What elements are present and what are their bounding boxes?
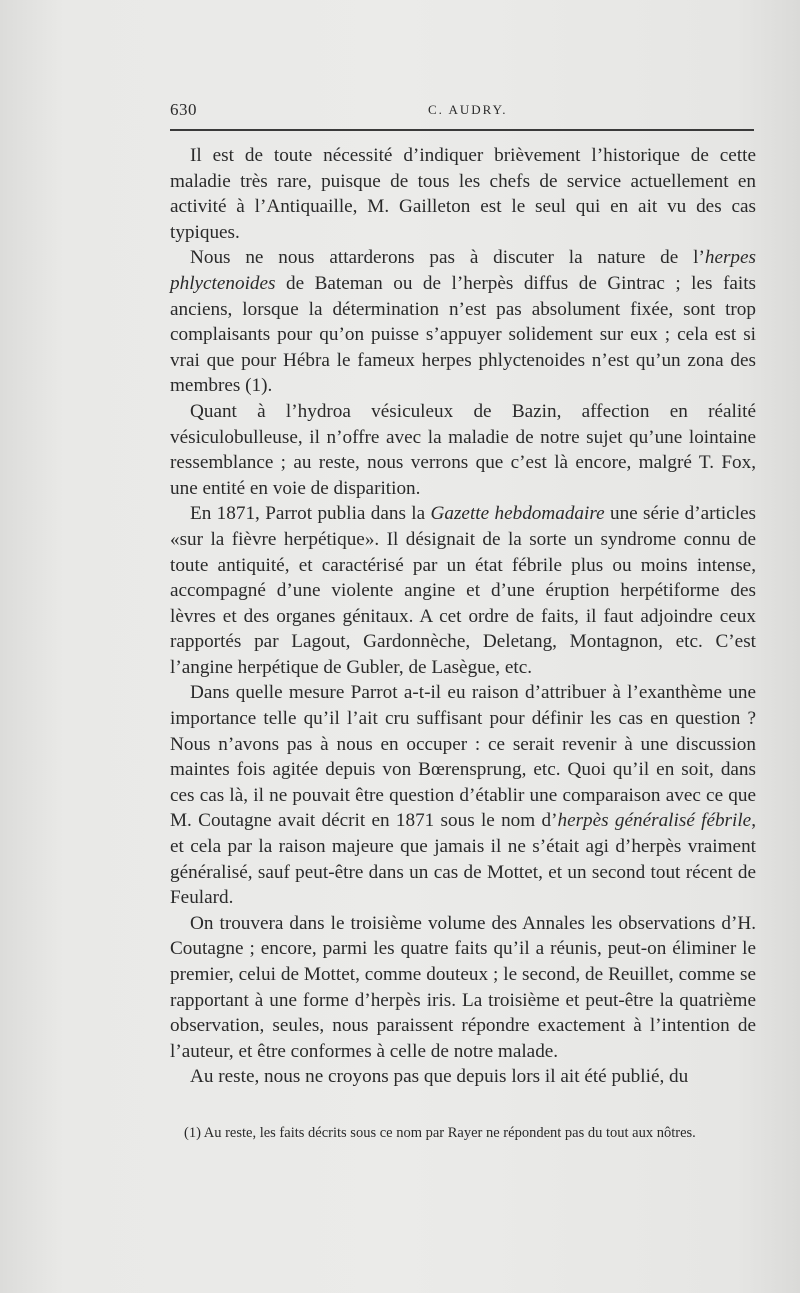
footnote: (1) Au reste, les faits décrits sous ce nom par Rayer ne répondent pas du tout aux nôtres. xyxy=(184,1125,696,1141)
paragraph-parrot xyxy=(170,501,756,680)
paragraph-text: Dans quelle mesure Parrot a-t-il eu raison d’attribuer à l’exanthème une importance telle qu’il l’ait cru suffisant pour définir les cas en question ? Nous n’avons pas à nous en occuper : ce serait revenir à une discussion maintes fois agitée depuis von Bœrensprung, etc. Quoi qu’il en soit, dans ces cas là, il ne pouvait être question d’établir une comparaison avec ce que M. Coutagne avait décrit en 1871 sous le nom d’ xyxy=(170,682,756,832)
italic-journal-title: Gazette hebdomadaire xyxy=(430,503,605,525)
page-header xyxy=(170,100,754,122)
paragraph-history: Il est de toute nécessité d’indiquer brièvement l’historique de cette maladie très rare, puisque de tous les chefs de service actuellement en activité à l’Antiquaille, M. Gailleton est le seul qui en ait vu des cas typiques. xyxy=(170,145,756,243)
header-rule xyxy=(170,129,754,131)
paragraph-au-reste: Au reste, nous ne croyons pas que depuis lors il ait été publié, du xyxy=(190,1066,689,1088)
paragraph-text: En 1871, Parrot publia dans la xyxy=(190,503,431,525)
running-head: C. AUDRY. xyxy=(428,102,508,117)
page-number: 630 xyxy=(170,100,197,119)
italic-term: herpes phlyctenoides xyxy=(170,247,756,294)
paragraph-annales: On trouvera dans le troisième volume des Annales les observations d’H. Coutagne ; encore, parmi les quatre faits qu’il a réunis, peut-on éliminer le premier, celui de Mottet, comme douteux ; le second, de Reuillet, comme se rapportant à une forme d’herpès iris. La troisième et peut-être la quatrième observation, seules, nous paraissent répondre exactement à l’intention de l’auteur, et être conformes à celle de notre malade. xyxy=(170,912,756,1062)
paragraph-herpes-phlyctenoides xyxy=(170,245,756,399)
paragraph-hydroa: Quant à l’hydroa vésiculeux de Bazin, affection en réalité vésiculobulleuse, il n’offre avec la maladie de notre sujet qu’une lointaine ressemblance ; au reste, nous verrons que c’est là encore, malgré T. Fox, une entité en voie de disparition. xyxy=(170,400,756,499)
paragraph-text: Nous ne nous attarderons pas à discuter la nature de l’ xyxy=(190,247,705,269)
italic-term: herpès généralisé fébrile xyxy=(557,810,752,832)
paragraph-exantheme xyxy=(170,680,756,910)
body-text xyxy=(170,143,756,1090)
paragraph-text: une série d’articles «sur la fièvre herpétique». Il désignait de la sorte un syndrome connu de toute antiquité, et caractérisé par un état fébrile plus ou moins intense, accompagné d’une violente angine et d’une éruption herpétiforme des lèvres et des organes génitaux. A cet ordre de faits, il faut adjoindre ceux rapportés par Lagout, Gardonnèche, Deletang, Montagnon, etc. C’est l’angine herpétique de Gubler, de Lasègue, etc. xyxy=(170,503,757,678)
paragraph-text: , et cela par la raison majeure que jamais il ne s’était agi d’herpès vraiment généralisé, sauf peut-être dans un cas de Mottet, et un second tout récent de Feulard. xyxy=(170,810,756,909)
paragraph-text: de Bateman ou de l’herpès diffus de Gintrac ; les faits anciens, lorsque la détermination n’est pas absolument fixée, sont trop complaisants pour qu’on puisse s’appuyer solidement sur eux ; cela est si vrai que pour Hébra le fameux herpes phlyctenoides n’est qu’un zona des membres (1). xyxy=(170,272,756,397)
